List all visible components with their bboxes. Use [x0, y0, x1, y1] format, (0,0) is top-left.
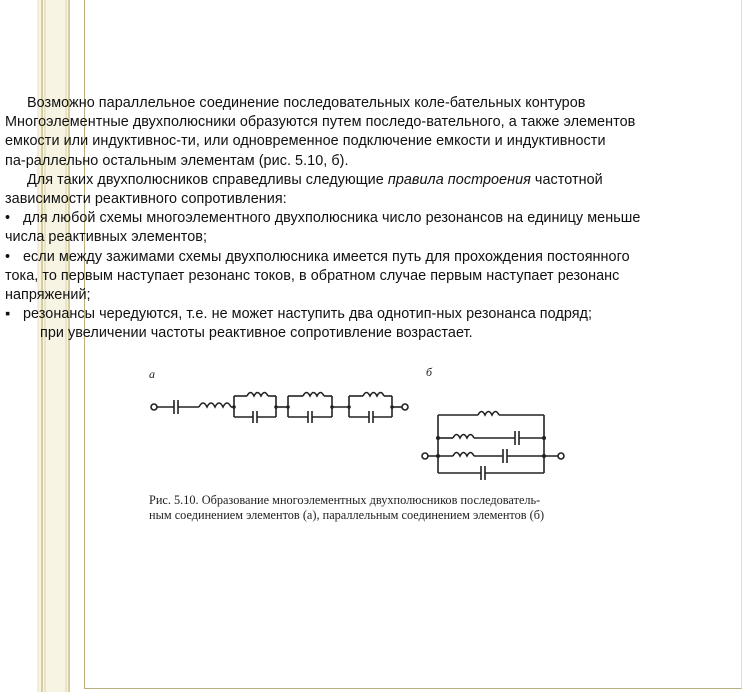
rules-intro-tail: частотной	[530, 171, 603, 188]
bullet-continuation: напряжений;	[5, 287, 91, 304]
paragraph-line: емкости или индуктивнос-ти, или одновременное подключение емкости и индуктивности	[5, 133, 606, 150]
terminal-b-right	[558, 453, 564, 459]
bullet-item	[5, 248, 717, 267]
rules-intro-line2: зависимости реактивного сопротивления:	[5, 191, 287, 208]
terminal-a-right	[402, 404, 408, 410]
bullet-item	[5, 209, 717, 228]
bullet-marker: ▪	[5, 306, 11, 323]
bullet-marker: •	[5, 248, 11, 265]
figure-label-a: а	[149, 367, 155, 381]
caption-line: Рис. 5.10. Образование многоэлементных двухполюсников последователь-	[149, 493, 541, 507]
bullet-text: если между зажимами схемы двухполюсника имеется путь для прохождения постоянного	[23, 248, 630, 265]
paragraph-line: Многоэлементные двухполюсники образуются путем последо-вательного, а также элементов	[5, 114, 636, 131]
bullet-marker: •	[5, 210, 11, 227]
figure-label-b: б	[426, 365, 433, 379]
bullet-continuation: числа реактивных элементов;	[5, 229, 208, 246]
last-line: при увеличении частоты реактивное сопротивление возрастает.	[40, 325, 473, 342]
inductor-a1	[199, 403, 231, 407]
terminal-b-left	[422, 453, 428, 459]
terminal-a-left	[151, 404, 157, 410]
paragraph-line: па-раллельно остальным элементам (рис. 5.10, б).	[5, 152, 349, 169]
rules-intro	[5, 171, 717, 190]
bullet-continuation: тока, то первым наступает резонанс токов, в обратном случае первым наступает резонанс	[5, 267, 620, 284]
bullet-text: для любой схемы многоэлементного двухполюсника число резонансов на единицу меньше	[23, 210, 641, 227]
body-text	[5, 94, 717, 344]
paragraph-line: Возможно параллельное соединение последовательных коле-бательных контуров	[27, 95, 586, 111]
rules-intro-text: Для таких двухполюсников справедливы следующие	[27, 171, 388, 188]
bullet-item	[5, 305, 717, 324]
caption-line: ным соединением элементов (а), параллельным соединением элементов (б)	[149, 508, 545, 522]
rules-emphasis: правила построения	[387, 171, 531, 188]
bullet-text: резонансы чередуются, т.е. не может наступить два однотип-ных резонанса подряд;	[23, 306, 593, 323]
figure-caption	[149, 493, 589, 523]
